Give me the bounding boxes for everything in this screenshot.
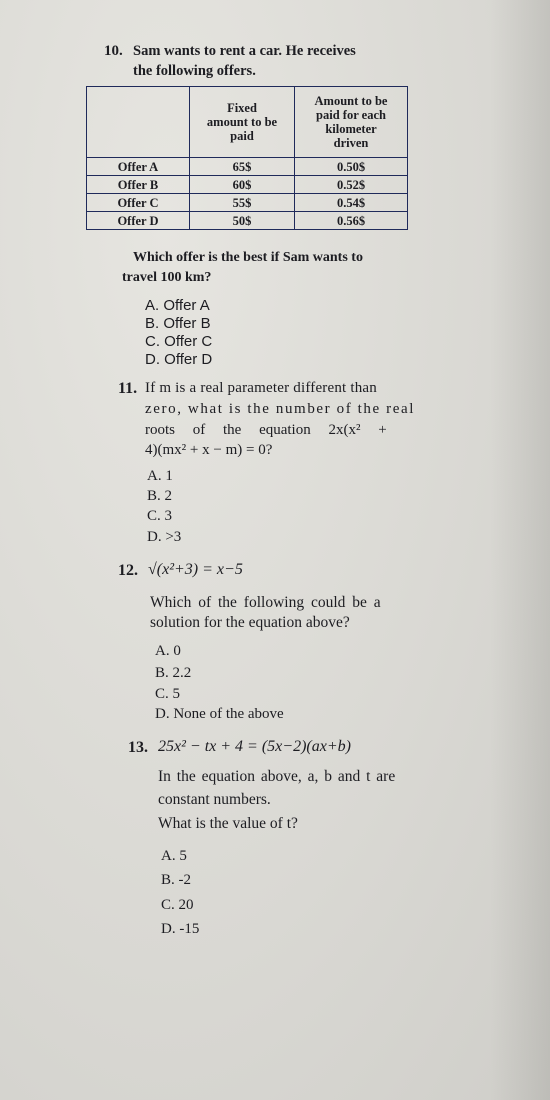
table-cell: 55$ xyxy=(190,194,295,212)
table-row xyxy=(87,194,408,212)
table-cell: Offer A xyxy=(87,158,190,176)
q12-text-line2: solution for the equation above? xyxy=(150,614,350,631)
q12-option-d[interactable]: D. None of the above xyxy=(155,706,284,722)
q13-text-line2: constant numbers. xyxy=(158,791,271,808)
q12-equation: √(x²+3) = x−5 xyxy=(148,561,243,578)
q10-line1: Sam wants to rent a car. He receives xyxy=(133,43,356,59)
table-header-fixed: Fixed amount to be paid xyxy=(190,87,295,158)
table-cell: Offer B xyxy=(87,176,190,194)
offers-table xyxy=(86,86,408,230)
table-cell: 0.50$ xyxy=(295,158,408,176)
q10-line2: the following offers. xyxy=(133,63,256,79)
q12-text-line1: Which of the following could be a xyxy=(150,594,381,611)
table-header-row xyxy=(87,87,408,158)
q13-number: 13. xyxy=(128,739,148,756)
table-row xyxy=(87,158,408,176)
table-row xyxy=(87,176,408,194)
q13-text-line1: In the equation above, a, b and t are xyxy=(158,768,396,785)
q12-option-b[interactable]: B. 2.2 xyxy=(155,665,192,681)
q13-option-c[interactable]: C. 20 xyxy=(161,897,194,913)
q11-option-c[interactable]: C. 3 xyxy=(147,508,173,524)
q10-number: 10. xyxy=(104,43,123,59)
q10-option-c[interactable]: C. Offer C xyxy=(145,333,213,350)
table-cell: 0.54$ xyxy=(295,194,408,212)
table-cell: 0.56$ xyxy=(295,212,408,230)
q11-option-d[interactable]: D. >3 xyxy=(147,529,182,545)
q13-equation: 25x² − tx + 4 = (5x−2)(ax+b) xyxy=(158,738,351,755)
table-row xyxy=(87,212,408,230)
page-edge-shadow xyxy=(490,0,550,1100)
q11-number: 11. xyxy=(118,380,138,397)
q13-text-line3: What is the value of t? xyxy=(158,815,298,832)
q13-option-d[interactable]: D. -15 xyxy=(161,921,200,937)
table-cell: Offer D xyxy=(87,212,190,230)
q10-question-line1: Which offer is the best if Sam wants to xyxy=(133,250,363,265)
q10-option-a[interactable]: A. Offer A xyxy=(145,297,210,314)
q11-option-a[interactable]: A. 1 xyxy=(147,468,173,484)
q13-option-a[interactable]: A. 5 xyxy=(161,848,187,864)
q13-option-b[interactable]: B. -2 xyxy=(161,872,191,888)
q10-question-line2: travel 100 km? xyxy=(122,270,212,285)
q10-option-b[interactable]: B. Offer B xyxy=(145,315,211,332)
q11-line1: If m is a real parameter different than xyxy=(145,380,377,396)
q11-option-b[interactable]: B. 2 xyxy=(147,488,173,504)
q12-option-c[interactable]: C. 5 xyxy=(155,686,181,702)
table-cell: 60$ xyxy=(190,176,295,194)
q11-line4: 4)(mx² + x − m) = 0? xyxy=(145,442,273,458)
q12-number: 12. xyxy=(118,562,138,579)
q10-option-d[interactable]: D. Offer D xyxy=(145,351,213,368)
q12-option-a[interactable]: A. 0 xyxy=(155,643,181,659)
q11-line3: roots of the equation 2x(x² + xyxy=(145,422,387,438)
table-header-per-km: Amount to be paid for each kilometer driven xyxy=(295,87,408,158)
table-cell: 65$ xyxy=(190,158,295,176)
table-cell: 50$ xyxy=(190,212,295,230)
q11-line2: zero, what is the number of the real xyxy=(145,401,416,417)
table-cell: 0.52$ xyxy=(295,176,408,194)
table-cell: Offer C xyxy=(87,194,190,212)
table-header-blank xyxy=(87,87,190,158)
